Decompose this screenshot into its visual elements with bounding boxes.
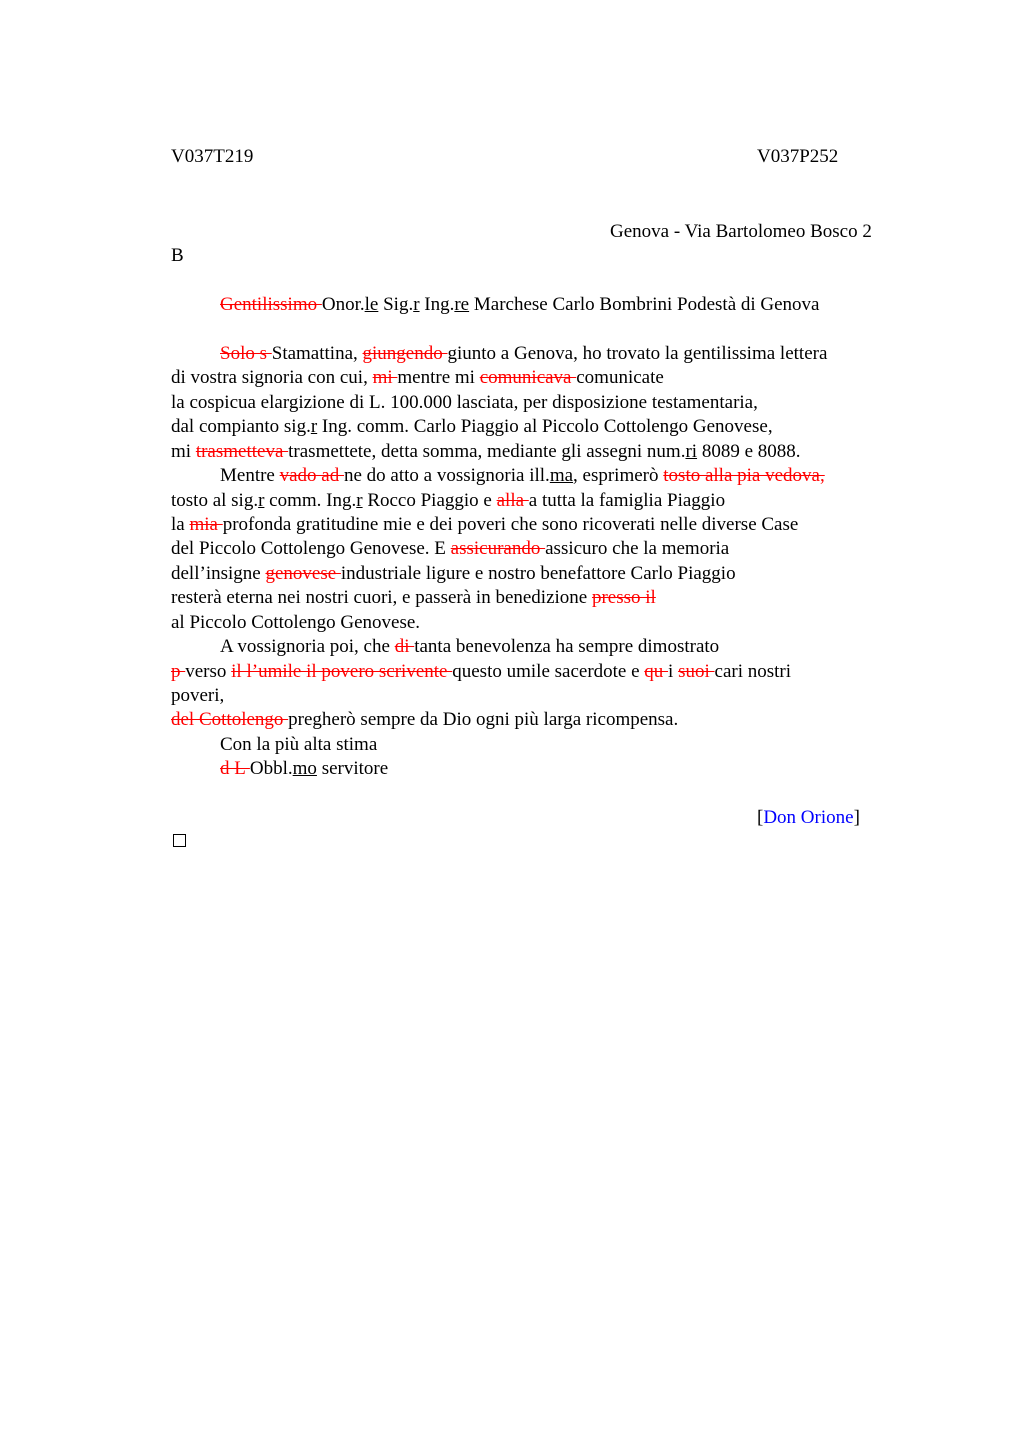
text-run: dal compianto sig. (171, 416, 311, 437)
deleted-text: assicurando (450, 538, 546, 559)
body-line-12 (171, 611, 420, 635)
body-line-15 (171, 684, 224, 708)
text-run: cari nostri (714, 661, 792, 682)
underlined-abbrev: ma (549, 465, 574, 486)
deleted-text: Gentilissimo (220, 294, 322, 315)
body-line-10 (171, 562, 736, 586)
deleted-text: di (394, 636, 415, 657)
address: Genova - Via Bartolomeo Bosco 2 (610, 221, 872, 242)
deleted-text: comunicava (479, 367, 577, 388)
text-run: servitore (316, 758, 389, 779)
text-run: tanta benevolenza ha sempre dimostrato (414, 636, 720, 657)
text-run: profonda gratitudine mie e dei poveri che sono ricoverati nelle diverse Case (222, 514, 799, 535)
deleted-text: genovese (265, 563, 341, 584)
text-run: Ing. comm. Carlo Piaggio al Piccolo Cottolengo Genovese, (317, 416, 773, 437)
text-run: Sig. (378, 294, 414, 315)
text-run: Marchese Carlo Bombrini Podestà di Genova (469, 294, 820, 315)
signature (757, 806, 860, 830)
body-line-9 (171, 537, 729, 561)
signature-name: Don Orione (763, 807, 854, 828)
text-run: Rocco Piaggio e (362, 490, 497, 511)
text-run: trasmettete, detta somma, mediante gli assegni num. (288, 441, 686, 462)
text-run: 8089 e 8088. (697, 441, 801, 462)
underlined-abbrev: re (454, 294, 470, 315)
text-run: al Piccolo Cottolengo Genovese. (171, 612, 421, 633)
body-line-1 (220, 342, 827, 366)
body-line-13 (220, 635, 719, 659)
deleted-text: d L (220, 758, 250, 779)
deleted-text: presso il (591, 587, 656, 608)
body-line-7 (171, 489, 725, 513)
text-run: questo umile sacerdote e (452, 661, 645, 682)
text-run: Stamattina, (271, 343, 363, 364)
body-line-14 (171, 660, 791, 684)
bracket-close: ] (853, 807, 860, 828)
deleted-text: del Cottolengo (171, 709, 289, 730)
text-run: , esprimerò (573, 465, 664, 486)
text-run: industriale ligure e nostro benefattore Carlo Piaggio (340, 563, 736, 584)
body-line-3 (171, 391, 758, 415)
underlined-abbrev: r (356, 490, 363, 511)
deleted-text: giungendo (362, 343, 448, 364)
deleted-text: trasmetteva (195, 441, 289, 462)
deleted-text: mia (189, 514, 223, 535)
text-run: Onor. (321, 294, 365, 315)
text-run: A vossignoria poi, che (220, 636, 395, 657)
deleted-text: suoi (678, 661, 715, 682)
underlined-abbrev: le (364, 294, 379, 315)
body-line-5 (171, 440, 801, 464)
underlined-abbrev: ri (685, 441, 698, 462)
text-run: ne do atto a vossignoria ill. (344, 465, 550, 486)
text-run: la (171, 514, 190, 535)
document-id: V037T219 (171, 146, 254, 167)
bracket-open: [ (757, 807, 764, 828)
text-run: pregherò sempre da Dio ogni più larga ricompensa. (288, 709, 679, 730)
deleted-text: il l’umile il povero scrivente (231, 661, 453, 682)
body-line-11 (171, 586, 656, 610)
letter-marker: B (171, 245, 184, 266)
deleted-text: vado ad (279, 465, 344, 486)
text-run: a tutta la famiglia Piaggio (528, 490, 726, 511)
text-run: poveri, (171, 685, 225, 706)
page-id: V037P252 (757, 146, 839, 167)
body-line-2 (171, 366, 664, 390)
body-line-16 (171, 708, 678, 732)
deleted-text: mi (372, 367, 398, 388)
text-run: mi (171, 441, 196, 462)
deleted-text: qu (644, 661, 669, 682)
deleted-text: tosto alla pia vedova, (663, 465, 825, 486)
text-run: Mentre (220, 465, 280, 486)
text-run: i (668, 661, 679, 682)
text-run: dell’insigne (171, 563, 266, 584)
deleted-text: Solo s (220, 343, 272, 364)
underlined-abbrev: r (258, 490, 265, 511)
deleted-text: p (171, 661, 186, 682)
text-run: verso (185, 661, 232, 682)
body-line-4 (171, 415, 773, 439)
text-run: tosto al sig. (171, 490, 259, 511)
text-run: resterà eterna nei nostri cuori, e passerà in benedizione (171, 587, 592, 608)
text-run: mentre mi (397, 367, 480, 388)
text-run: assicuro che la memoria (545, 538, 730, 559)
underlined-abbrev: mo (292, 758, 317, 779)
text-run: giunto a Genova, ho trovato la gentilissima lettera (447, 343, 828, 364)
closing-line (220, 733, 377, 757)
checkbox-square-icon (173, 834, 186, 847)
servant-line (220, 757, 388, 781)
text-run: comunicate (576, 367, 664, 388)
text-run: Obbl. (249, 758, 293, 779)
text-run: Con la più alta stima (220, 734, 378, 755)
underlined-abbrev: r (413, 294, 420, 315)
text-run: Ing. (419, 294, 455, 315)
underlined-abbrev: r (310, 416, 318, 437)
body-line-8 (171, 513, 798, 537)
deleted-text: alla (496, 490, 529, 511)
salutation (220, 293, 820, 317)
text-run: del Piccolo Cottolengo Genovese. E (171, 538, 451, 559)
text-run: la cospicua elargizione di L. 100.000 lasciata, per disposizione testamentaria, (171, 392, 758, 413)
text-run: di vostra signoria con cui, (171, 367, 373, 388)
body-line-6 (220, 464, 825, 488)
text-run: comm. Ing. (264, 490, 357, 511)
